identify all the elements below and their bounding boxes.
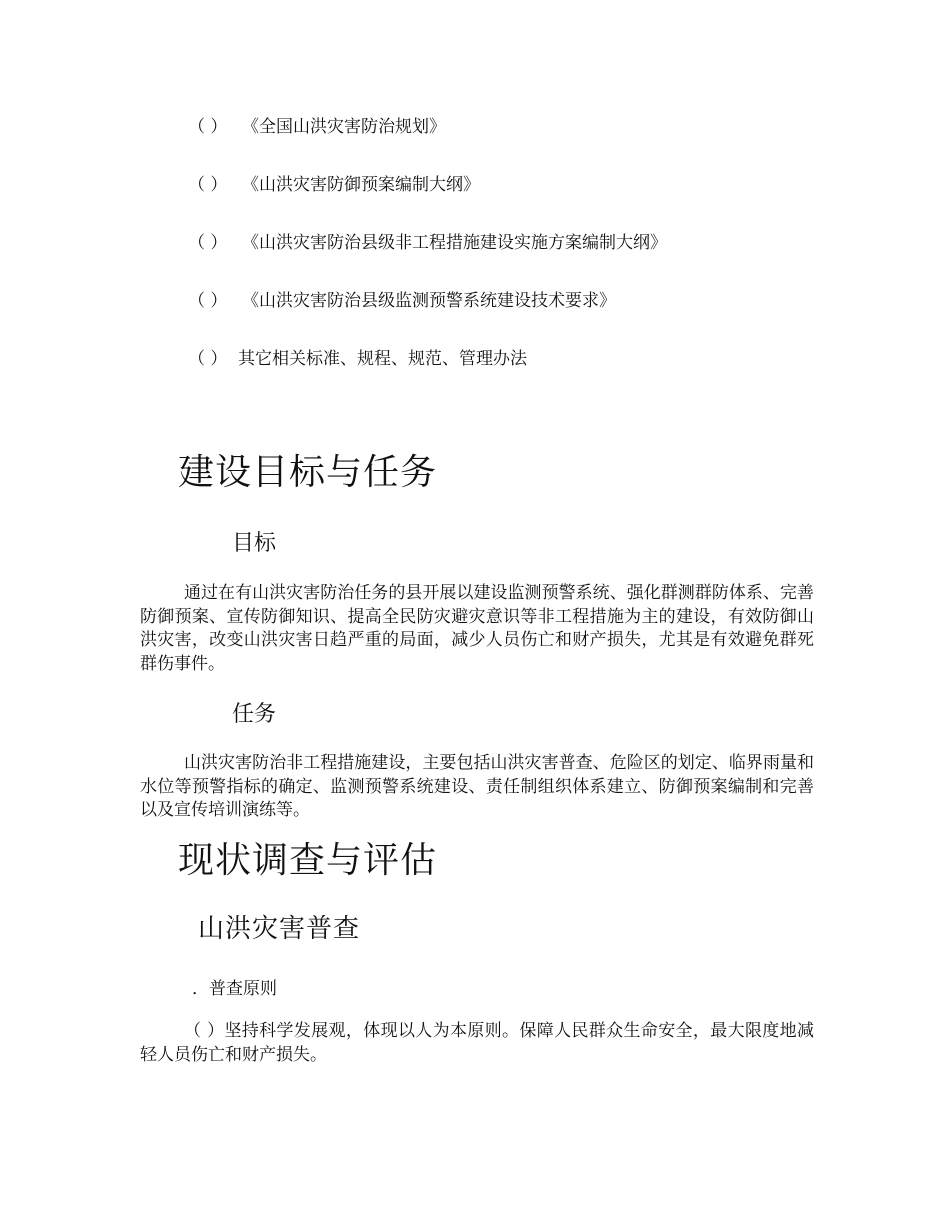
reference-marker: （ ） — [188, 233, 228, 253]
section-heading-survey: 现状调查与评估 — [178, 840, 438, 881]
reference-item — [188, 344, 527, 369]
reference-text: 《山洪灾害防治县级监测预警系统建设技术要求》 — [242, 291, 616, 311]
subheading-goal: 目标 — [232, 531, 277, 556]
reference-item — [188, 170, 480, 195]
principle-paragraph: （ ）坚持科学发展观，体现以人为本原则。保障人民群众生命安全，最大限度地减轻人员伤亡和财产损失。 — [140, 1021, 814, 1065]
reference-item — [188, 286, 616, 311]
goal-paragraph: 通过在有山洪灾害防治任务的县开展以建设监测预警系统、强化群测群防体系、完善防御预案、宣传防御知识、提高全民防灾避灾意识等非工程措施为主的建设，有效防御山洪灾害，改变山洪灾害日趋严重的局面，减少人员伤亡和财产损失，尤其是有效避免群死群伤事件。 — [140, 583, 814, 674]
section-heading-goals-tasks: 建设目标与任务 — [178, 452, 438, 493]
reference-text: 《山洪灾害防御预案编制大纲》 — [242, 175, 480, 195]
subheading-census-principles: ．普查原则 — [192, 979, 277, 999]
subheading-flood-census: 山洪灾害普查 — [198, 914, 361, 944]
reference-item — [188, 112, 446, 137]
reference-marker: （ ） — [188, 175, 228, 195]
task-paragraph: 山洪灾害防治非工程措施建设，主要包括山洪灾害普查、危险区的划定、临界雨量和水位等预警指标的确定、监测预警系统建设、责任制组织体系建立、防御预案编制和完善以及宣传培训演练等。 — [140, 753, 814, 820]
reference-marker: （ ） — [188, 117, 228, 137]
reference-marker: （ ） — [188, 349, 228, 369]
reference-text: 《全国山洪灾害防治规划》 — [242, 117, 446, 137]
reference-text: 《山洪灾害防治县级非工程措施建设实施方案编制大纲》 — [242, 233, 667, 253]
reference-text: 其它相关标准、规程、规范、管理办法 — [238, 349, 527, 369]
subheading-task: 任务 — [232, 702, 277, 727]
reference-item — [188, 228, 667, 253]
reference-marker: （ ） — [188, 291, 228, 311]
